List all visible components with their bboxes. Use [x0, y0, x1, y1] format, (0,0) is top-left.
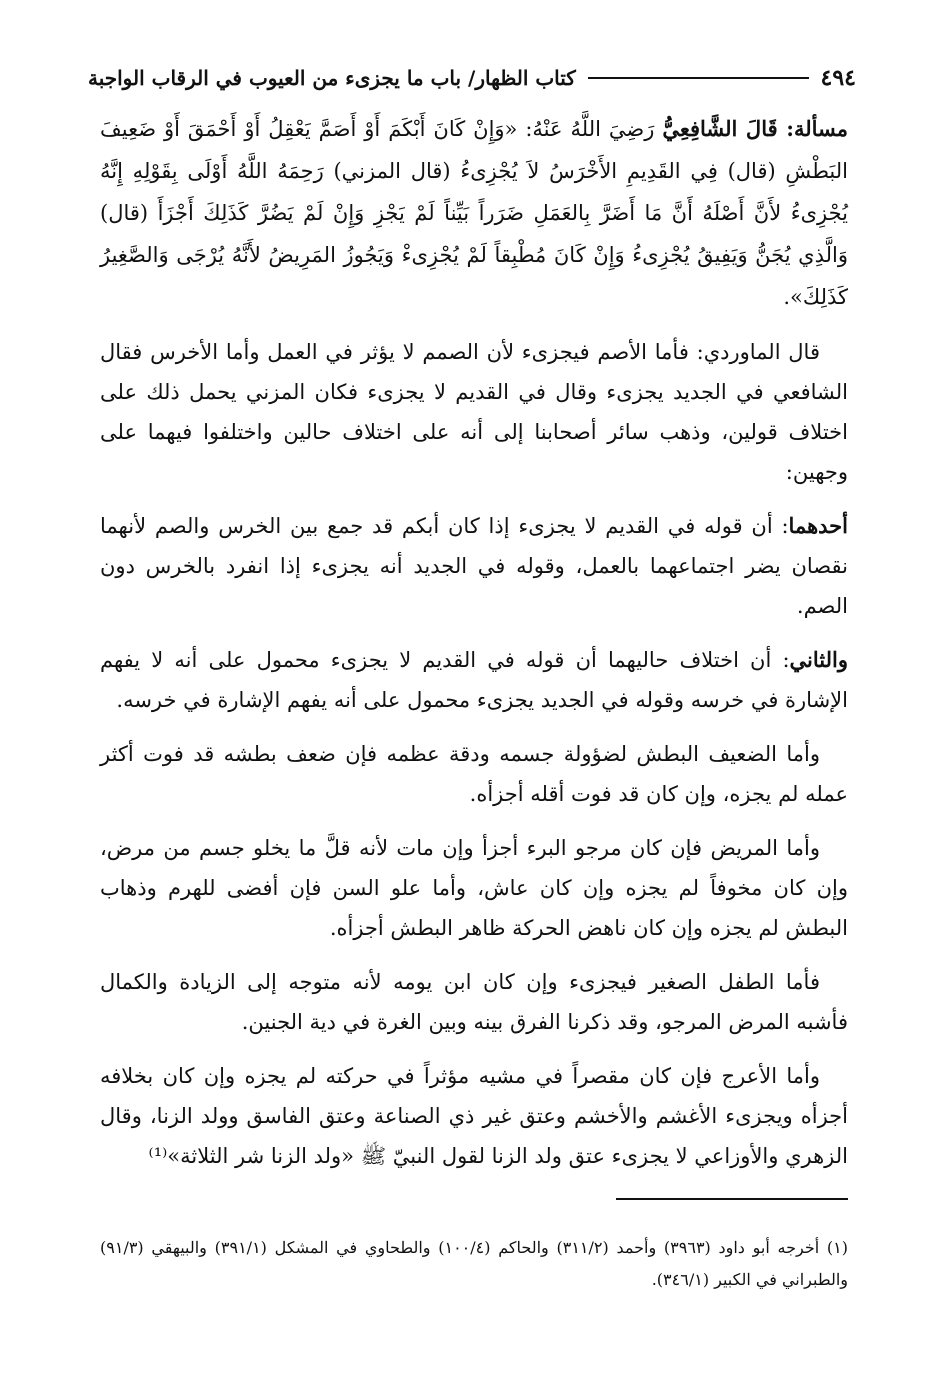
body-text — [100, 108, 848, 1190]
paragraph-text: وأما الضعيف البطش لضؤولة جسمه ودقة عظمه فإن ضعف بطشه قد فوت أكثر عمله لم يجزه، وإن كان قد فوت أقله أجزأه. — [100, 742, 848, 806]
paragraph-text: قال الماوردي: فأما الأصم فيجزىء لأن الصمم لا يؤثر في العمل وأما الأخرس فقال الشافعي في الجديد يجزىء وقال في القديم لا يجزىء فكان المزني يحمل ذلك على اختلاف قولين، وذهب سائر أصحابنا إلى أنه على اختلاف حالين واختلفوا فيهما على وجهين: — [100, 340, 848, 484]
paragraph — [100, 506, 848, 626]
paragraph — [100, 332, 848, 492]
paragraph — [100, 962, 848, 1042]
header-rule — [588, 77, 809, 79]
footnote-rule — [616, 1198, 848, 1200]
paragraph-text: : أن اختلاف حاليهما أن قوله في القديم لا يجزىء محمول على أنه لا يفهم الإشارة في خرسه وقوله في الجديد يجزىء محمول على أنه يفهم الإشارة في خرسه. — [100, 648, 848, 712]
footnote: (١) أخرجه أبو داود (٣٩٦٣) وأحمد (٣١١/٢) والحاكم (١٠٠/٤) والطحاوي في المشكل (٣٩١/١) والبيهقي (٩١/٣) والطبراني في الكبير (٣٤٦/١). — [100, 1238, 849, 1289]
footnotes — [100, 1232, 848, 1296]
masala-block — [100, 108, 848, 318]
paragraph-text: وأما الأعرج فإن كان مقصراً في مشيه مؤثراً في حركته لم يجزه وإن كان بخلافه أجزأه ويجزىء الأغشم والأخشم وعتق غير ذي الصناعة وعتق الفاسق وولد الزنا، وقال الزهري والأوزاعي لا يجزىء عتق ولد الزنا لقول النبيّ ﷺ «ولد الزنا شر الثلاثة»⁽¹⁾ — [100, 1064, 848, 1168]
paragraph-text: : أن قوله في القديم لا يجزىء إذا كان أبكم قد جمع بين الخرس والصم لأنهما نقصان يضر اجتماعهما بالعمل، وقوله في الجديد أنه يجزىء إذا انفرد بالخرس دون الصم. — [100, 514, 848, 618]
paragraph — [100, 1056, 848, 1176]
paragraph-lead: والثاني — [789, 647, 848, 672]
paragraph-text: وأما المريض فإن كان مرجو البرء أجزأ وإن مات لأنه قلَّ ما يخلو جسم من مرض، وإن كان مخوفاً لم يجزه وإن كان عاش، وأما علو السن فإن أفضى للهرم وذهاب البطش لم يجزه وإن كان ناهض الحركة ظاهر البطش أجزأه. — [100, 836, 848, 940]
paragraph-lead: أحدهما — [788, 513, 848, 538]
chapter-title: كتاب الظهار/ باب ما يجزىء من العيوب في الرقاب الواجبة — [88, 66, 576, 90]
paragraph-masala — [100, 108, 848, 318]
paragraph — [100, 640, 848, 720]
paragraph-lead: مسألة: قَالَ الشَّافِعِيُّ — [662, 116, 848, 141]
paragraph — [100, 734, 848, 814]
paragraph — [100, 828, 848, 948]
paragraph-text: فأما الطفل الصغير فيجزىء وإن كان ابن يومه لأنه متوجه إلى الزيادة والكمال فأشبه المرض المرجو، وقد ذكرنا الفرق بينه وبين الغرة في دية الجنين. — [100, 970, 848, 1034]
page-header — [88, 58, 856, 98]
paragraph-text: رَضِيَ اللَّهُ عَنْهُ: «وَإِنْ كَانَ أَبْكَمَ أَوْ أَصَمَّ يَعْقِلُ أَوْ أَحْمَقَ أَوْ ضَعِيفَ البَطْشِ (قال) فِي القَدِيمِ الأَخْرَسُ لاَ يُجْزِىءُ (قال المزني) رَحِمَهُ اللَّهُ أَوْلَى بِقَوْلِهِ إِنَّهُ يُجْزِىءُ لأَنَّ أَصْلَهُ أَنَّ مَا أَضَرَّ بِالعَمَلِ ضَرَراً بَيِّناً لَمْ يَجْزِ وَإِنْ لَمْ يَضُرَّ كَذَلِكَ أَجْزَأَ (قال) وَالَّذِي يُجَنُّ وَيَفِيقُ يُجْزِىءُ وَإِنْ كَانَ مُطْبِقاً لَمْ يُجْزِىءْ وَيَجُوزُ المَرِيضُ لأَنَّهُ يُرْجَى وَالصَّغِيرُ كَذَلِكَ». — [100, 117, 848, 309]
page-number: ٤٩٤ — [820, 65, 856, 91]
